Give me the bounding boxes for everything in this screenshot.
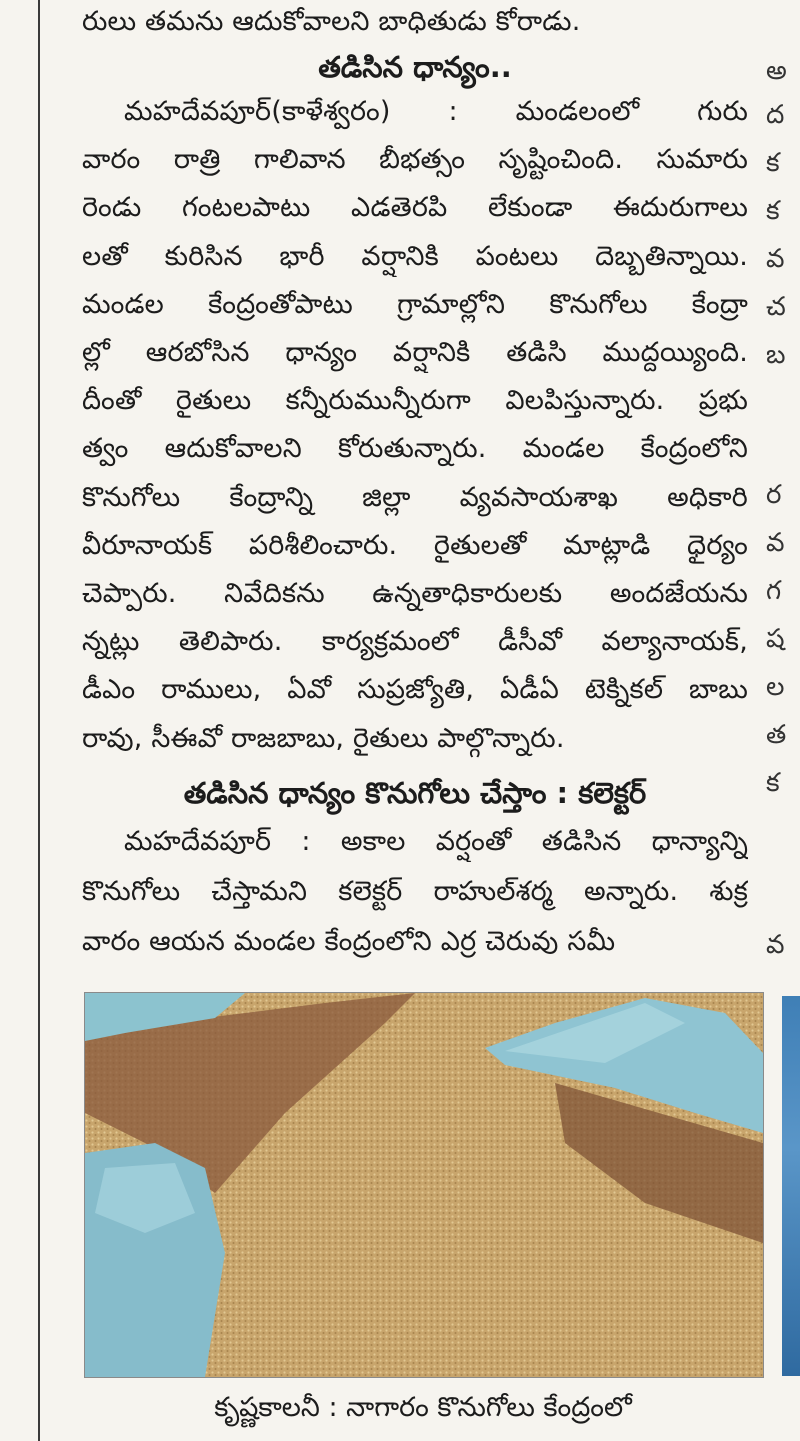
story2-body-line: వారం ఆయన మండల కేంద్రంలోని ఎర్ర చెరువు సమీ	[82, 926, 616, 957]
right-column-glyph: ల	[766, 672, 785, 702]
adjacent-photo-fragment	[782, 996, 800, 1376]
story2-body-line: మహదేవపూర్ : అకాల వర్షంతో తడిసిన ధాన్యాన్ని	[124, 826, 748, 857]
story1-body-line: చెప్పారు. నివేదికను ఉన్నతాధికారులకు అందజేయను	[82, 578, 748, 609]
right-column-glyph: ర	[766, 480, 782, 510]
right-column-glyph: ష	[766, 624, 785, 654]
story1-body-line: ల్లో ఆరబోసిన ధాన్యం వర్షానికి తడిసి ముద్దయ్యింది.	[82, 337, 748, 368]
lead-tail-line: రులు తమను ఆదుకోవాలని బాధితుడు కోరాడు.	[82, 6, 581, 37]
column-rule	[38, 0, 40, 1441]
right-column-glyph: క	[766, 148, 780, 178]
story1-body-line: డీఎం రాములు, ఏవో సుప్రజ్యోతి, ఏడీఏ టెక్నికల్ బాబు	[82, 674, 748, 706]
headline-story2: తడిసిన ధాన్యం కొనుగోలు చేస్తాం : కలెక్టర్	[183, 776, 647, 810]
right-column-glyph: ద	[766, 100, 785, 130]
story1-body-line: లతో కురిసిన భారీ వర్షానికి పంటలు దెబ్బతిన్నాయి.	[82, 240, 748, 272]
story1-body-line: త్వం ఆదుకోవాలని కోరుతున్నారు. మండల కేంద్రంలోని	[82, 433, 748, 465]
story1-body-line: కొనుగోలు కేంద్రాన్ని జిల్లా వ్యవసాయశాఖ అధికారి	[82, 481, 748, 513]
photo-caption: కృష్ణకాలనీ : నాగారం కొనుగోలు కేంద్రంలో	[214, 1392, 632, 1423]
story2-body-line: కొనుగోలు చేస్తామని కలెక్టర్ రాహుల్‌శర్మ అన్నారు. శుక్ర	[82, 876, 748, 907]
right-column-glyph: క	[766, 196, 780, 226]
right-column-glyph: అ	[766, 56, 787, 86]
story1-body-line: వారం రాత్రి గాలివాన బీభత్సం సృష్టించింది. సుమారు	[82, 144, 748, 176]
wet-grain-photo	[84, 992, 764, 1378]
right-column-glyph: చ	[766, 292, 786, 322]
right-column-glyph: వ	[766, 244, 785, 274]
story1-body-line: దీంతో రైతులు కన్నీరుమున్నీరుగా విలపిస్తున్నారు. ప్రభు	[82, 385, 748, 417]
story1-body-line: రావు, సీఈవో రాజబాబు, రైతులు పాల్గొన్నారు.	[82, 722, 565, 754]
story1-body-line: మహదేవపూర్(కాళేశ్వరం) : మండలంలో గురు	[124, 96, 748, 127]
right-column-glyph: క	[766, 768, 780, 798]
story1-body-line: రెండు గంటలపాటు ఎడతెరపి లేకుండా ఈదురుగాలు	[82, 192, 748, 224]
headline-story1: తడిసిన ధాన్యం..	[318, 50, 512, 84]
story1-body-line: మండల కేంద్రంతోపాటు గ్రామాల్లోని కొనుగోలు కేంద్రా	[82, 288, 748, 320]
right-column-glyph: త	[766, 720, 787, 750]
right-column-glyph: గ	[766, 576, 782, 606]
right-column-glyph: వ	[766, 528, 785, 558]
right-column-glyph: వ	[766, 930, 785, 960]
right-column-glyph: బ	[766, 340, 786, 370]
story1-body-line: న్నట్లు తెలిపారు. కార్యక్రమంలో డీసీవో వల్యానాయక్,	[82, 626, 748, 658]
story1-body-line: వీరూనాయక్ పరిశీలించారు. రైతులతో మాట్లాడి ధైర్యం	[82, 529, 748, 561]
